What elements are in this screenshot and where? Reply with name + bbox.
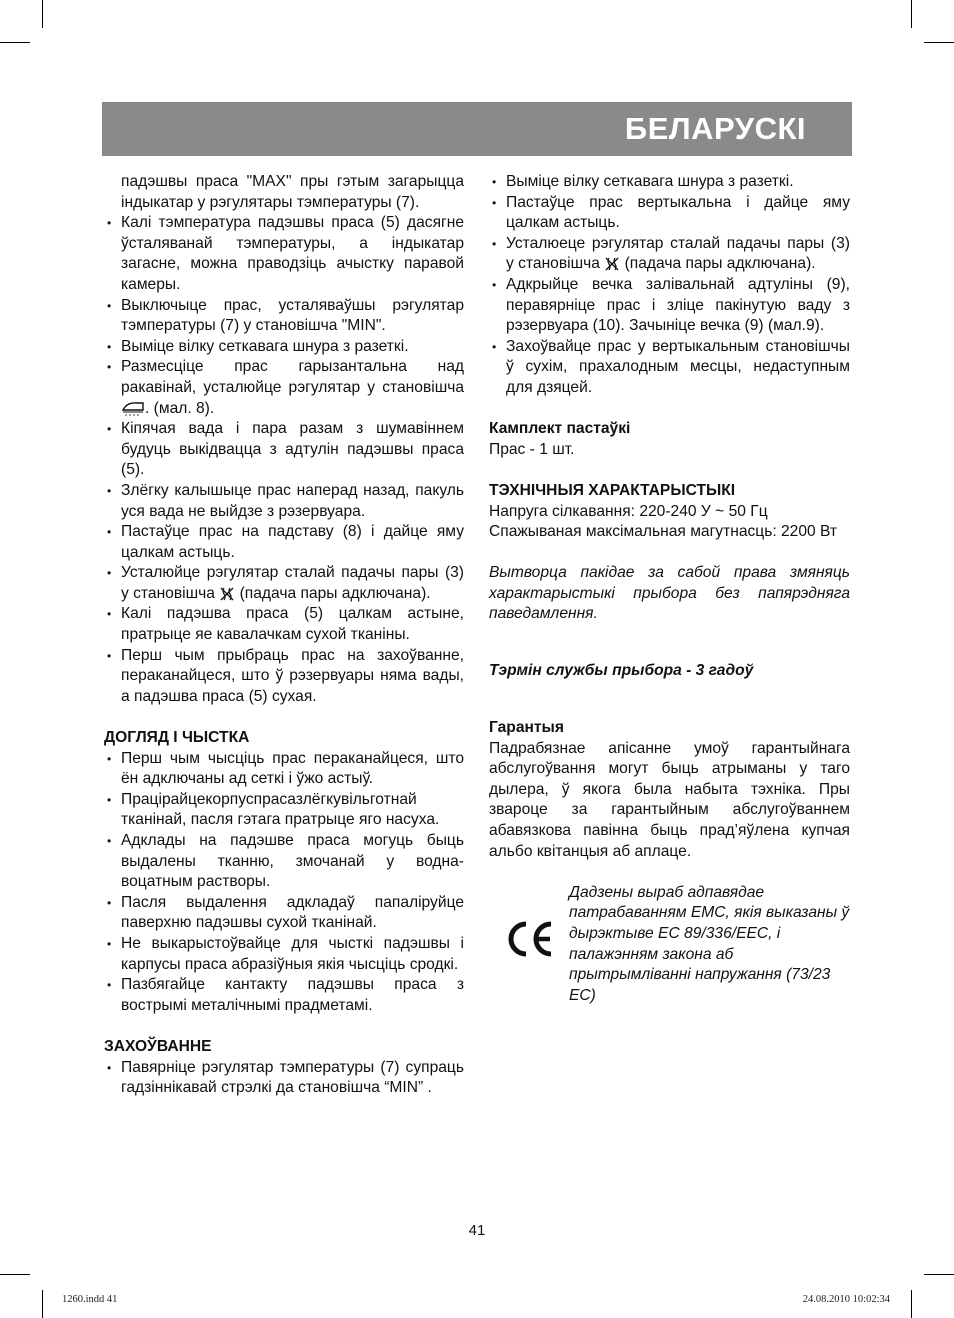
manufacturer-notice: Вытворца пакідае за сабой права змяняць характарыстыкі прыбора без папярэдняга паведамлення. (489, 564, 850, 623)
list-item: • Пастаўце прас на падставу (8) і дайце яму цалкам астыць. (104, 522, 464, 563)
storage-list (104, 1058, 464, 1099)
ce-compliance-text: Дадзены выраб адпавядае патрабаванням ЕМС, якія выказаны ў дырэктыве ЕС 89/336/ЕЕС, і палажэнням закона аб прытрымліванні напружання (73/23 ЕС) (569, 883, 850, 1004)
service-life: Тэрмін службы прыбора - 3 гадоў (489, 662, 754, 680)
right-column (489, 172, 850, 1013)
left-column (104, 172, 464, 1099)
crop-mark (0, 42, 30, 43)
crop-mark (0, 1274, 30, 1275)
list-item: • Адкрыйце вечка залівальнай адтуліны (9), перавярніце прас і зліце пакінутую ваду з рэзервуара (10). Зачыніце вечка (9) (мал.9). (489, 275, 850, 337)
list-item-tail: . (мал. 8). (145, 399, 215, 417)
kit-item: Прас - 1 шт. (489, 440, 575, 458)
list-item: • Павярніце рэгулятар тэмпературы (7) супраць гадзіннікавай стрэлкі да становішча “MIN” . (104, 1058, 464, 1099)
bullet-list (104, 213, 464, 707)
crop-mark (924, 42, 954, 43)
crop-mark (42, 1290, 43, 1318)
ce-section (489, 883, 850, 1013)
list-item (104, 563, 464, 604)
page-number: 41 (468, 1222, 486, 1239)
section-title: БЕЛАРУСКІ (624, 111, 806, 146)
crop-mark (42, 0, 43, 28)
list-item: • Захоўвайце прас у вертыкальным становішчы ў сухім, прахалодным месцы, недаступным для дзяцей. (489, 337, 850, 399)
kit-heading: Камплект пастаўкі (489, 420, 631, 438)
crop-mark (911, 1290, 912, 1318)
list-item: • Адклады на падэшве праса могуць быць выдалены тканню, змочанай у водна-воцатным растворы. (104, 831, 464, 893)
list-item: • Выміце вілку сеткавага шнура з разеткі. (489, 172, 850, 193)
warranty-heading: Гарантыя (489, 719, 564, 737)
list-item (104, 357, 464, 419)
list-item: • Выключыце прас, усталяваўшы рэгулятар тэмпературы (7) у становішча "MIN". (104, 296, 464, 337)
ce-mark-icon (505, 919, 557, 959)
list-item-tail: (падача пары адключана). (239, 584, 431, 602)
list-item: • Працірайцекорпуспрасазлёгкувільготнай тканінай, пасля гэтага пратрыце яго насуха. (104, 790, 464, 831)
slug-file: 1260.indd 41 (62, 1294, 118, 1305)
warranty-text: Падрабязнае апісанне умоў гарантыйнага абслугоўвання могут быць атрыманы у таго дылера, ў якога была набыта тэхніка. Пры звароце за гарантыйным абслугоўваннем абавязкова павінна быць прад’яўлена купчая альбо квітанцыя аб аплаце. (489, 739, 850, 860)
list-item-text: Размесціце прас гарызантальна над ракавінай, усталюйце рэгулятар у становішча (121, 358, 464, 396)
crop-mark (911, 0, 912, 28)
list-item: • Злёгку калышыце прас наперад назад, пакуль уся вада не выйдзе з рэзервуара. (104, 481, 464, 522)
steam-clean-icon (121, 400, 145, 416)
list-item: • Перш чым чысціць прас пераканайцеся, што ён адключаны ад сеткі і ўжо астыў. (104, 749, 464, 790)
list-item: • Калі тэмпература падэшвы праса (5) дасягне ўсталяванай тэмпературы, а індыкатар загасне, можна праводзіць ачыстку паравой камеры. (104, 213, 464, 295)
intro-paragraph: падэшвы праса "MAX" пры гэтым загарыцца індыкатар у рэгулятары тэмпературы (7). (121, 173, 464, 211)
steam-off-icon (219, 586, 235, 602)
list-item: • Пасля выдалення адкладаў папаліруйце паверхню падэшвы сухой тканінай. (104, 893, 464, 934)
list-item-text: Усталюеце рэгулятар сталай падачы пары (3) у становішча (506, 234, 850, 273)
list-item: • Пастаўце прас вертыкальна і дайце яму цалкам астыць. (489, 193, 850, 234)
care-heading: ДОГЛЯД І ЧЫСТКА (104, 729, 250, 747)
list-item: • Кіпячая вада і пара разам з шумавіннем будуць выкідвацца з адтулін падэшвы праса (5). (104, 419, 464, 481)
spec-voltage: Напруга сілкавання: 220-240 У ~ 50 Гц (489, 502, 768, 520)
slug-date: 24.08.2010 10:02:34 (802, 1294, 890, 1305)
list-item: • Пазбягайце кантакту падэшвы праса з вострымі металічнымі прадметамі. (104, 975, 464, 1016)
section-banner (102, 102, 852, 156)
list-item: • Не выкарыстоўвайце для чысткі падэшвы і карпусы праса абразіўныя якія чысціць сродкі. (104, 934, 464, 975)
crop-mark (924, 1274, 954, 1275)
list-item: • Выміце вілку сеткавага шнура з разеткі. (104, 337, 464, 358)
list-item-tail: (падача пары адключана). (624, 255, 816, 273)
spec-power: Спажываная максімальная магутнасць: 2200 Вт (489, 523, 838, 541)
storage-heading: ЗАХОЎВАННЕ (104, 1037, 212, 1055)
spec-heading: ТЭХНІЧНЫЯ ХАРАКТАРЫСТЫКІ (489, 481, 736, 499)
list-item: • Калі падэшва праса (5) цалкам астыне, пратрыце яе кавалачкам сухой тканіны. (104, 604, 464, 645)
care-list (104, 749, 464, 1017)
list-item-text: Усталюйце рэгулятар сталай падачы пары (3) у становішча (121, 564, 464, 602)
steam-off-icon (604, 256, 620, 272)
list-item (489, 234, 850, 275)
list-item: • Перш чым прыбраць прас на захоўванне, пераканайцеся, што ў рэзервуары няма вады, а падэшва праса (5) сухая. (104, 646, 464, 708)
storage-list-cont (489, 172, 850, 399)
